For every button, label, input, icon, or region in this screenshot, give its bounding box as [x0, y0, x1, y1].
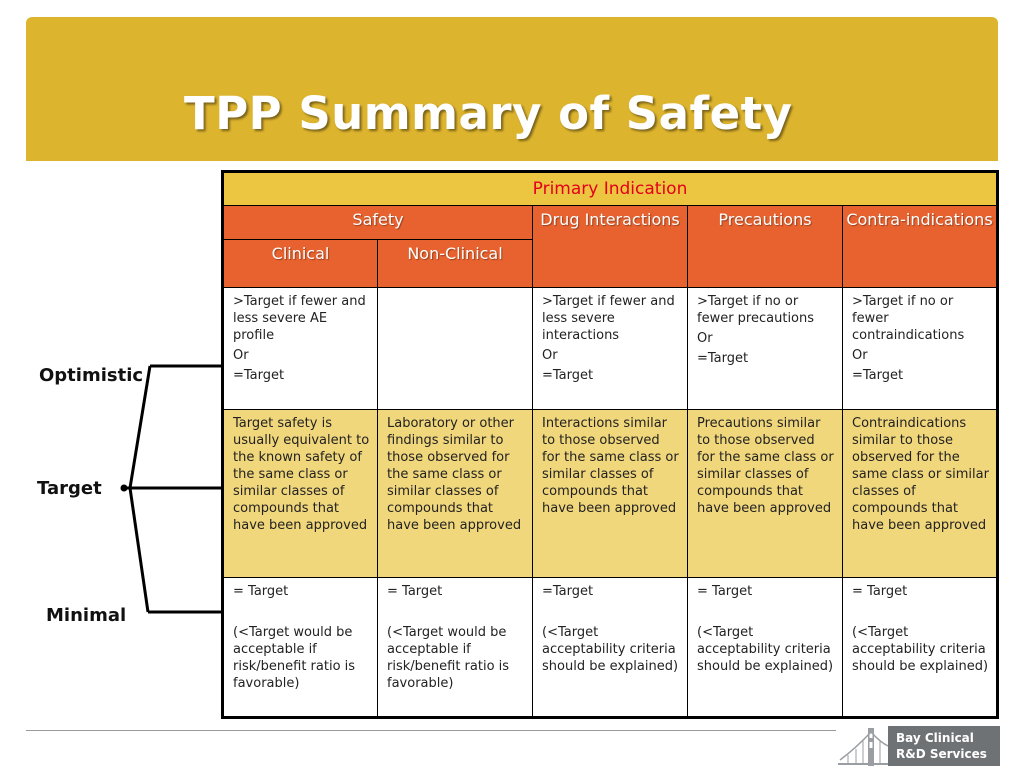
slide-title: TPP Summary of Safety: [184, 87, 793, 140]
footer-divider: [26, 730, 836, 731]
logo-text-box: [888, 726, 1000, 766]
clinical-header: Clinical: [223, 240, 378, 288]
cell-text: =Target: [697, 351, 749, 366]
cell-text: Or: [697, 331, 713, 346]
logo-line-1: Bay Clinical: [896, 731, 974, 745]
cell-text: (<Target would be acceptable if risk/benefit ratio is favorable): [233, 625, 356, 691]
level-label-optimistic: Optimistic: [39, 365, 144, 386]
cell-text: (<Target acceptability criteria should be explained): [697, 625, 834, 674]
cell-text: = Target: [852, 584, 908, 599]
cell-text: >Target if no or fewer contraindications: [852, 294, 965, 343]
cell-text: (<Target acceptability criteria should be explained): [542, 625, 679, 674]
primary-indication-header: Primary Indication: [223, 172, 998, 206]
target-contraindications-cell: Contraindications similar to those observed for the same class or similar classes of compounds that have been approved: [843, 410, 998, 578]
cell-text: >Target if fewer and less severe interactions: [542, 294, 675, 343]
precautions-header: Precautions: [688, 206, 843, 288]
logo-line-2: R&D Services: [896, 747, 987, 761]
cell-text: >Target if no or fewer precautions: [697, 294, 815, 326]
cell-text: = Target: [697, 584, 753, 599]
cell-text: =Target: [852, 368, 904, 383]
cell-text: (<Target acceptability criteria should be explained): [852, 625, 989, 674]
bridge-icon: [838, 724, 888, 768]
cell-text: = Target: [387, 584, 443, 599]
cell-text: = Target: [233, 584, 289, 599]
cell-text: =Target: [542, 368, 594, 383]
non-clinical-header: Non-Clinical: [378, 240, 533, 288]
target-non-clinical-cell: Laboratory or other findings similar to those observed for the same class or similar classes of compounds that have been approved: [378, 410, 533, 578]
bracket-lower-line: [130, 488, 148, 612]
cell-text: (<Target would be acceptable if risk/benefit ratio is favorable): [387, 625, 510, 691]
cell-text: Or: [542, 348, 558, 363]
cell-text: >Target if fewer and less severe AE profile: [233, 294, 366, 343]
level-label-target: Target: [37, 478, 102, 499]
company-logo: [838, 724, 1002, 768]
safety-header: Safety: [223, 206, 533, 240]
target-drug-interactions-cell: Interactions similar to those observed for the same class or similar classes of compounds that have been approved: [533, 410, 688, 578]
target-clinical-cell: Target safety is usually equivalent to the known safety of the same class or similar classes of compounds that have been approved: [223, 410, 378, 578]
drug-interactions-header: Drug Interactions: [533, 206, 688, 288]
cell-text: Or: [233, 348, 249, 363]
target-precautions-cell: Precautions similar to those observed for the same class or similar classes of compounds that have been approved: [688, 410, 843, 578]
cell-text: Or: [852, 348, 868, 363]
contraindications-header: Contra-indications: [843, 206, 998, 288]
cell-text: =Target: [233, 368, 285, 383]
level-label-minimal: Minimal: [46, 605, 127, 626]
cell-text: =Target: [542, 584, 594, 599]
target-bullet-icon: [121, 485, 128, 492]
